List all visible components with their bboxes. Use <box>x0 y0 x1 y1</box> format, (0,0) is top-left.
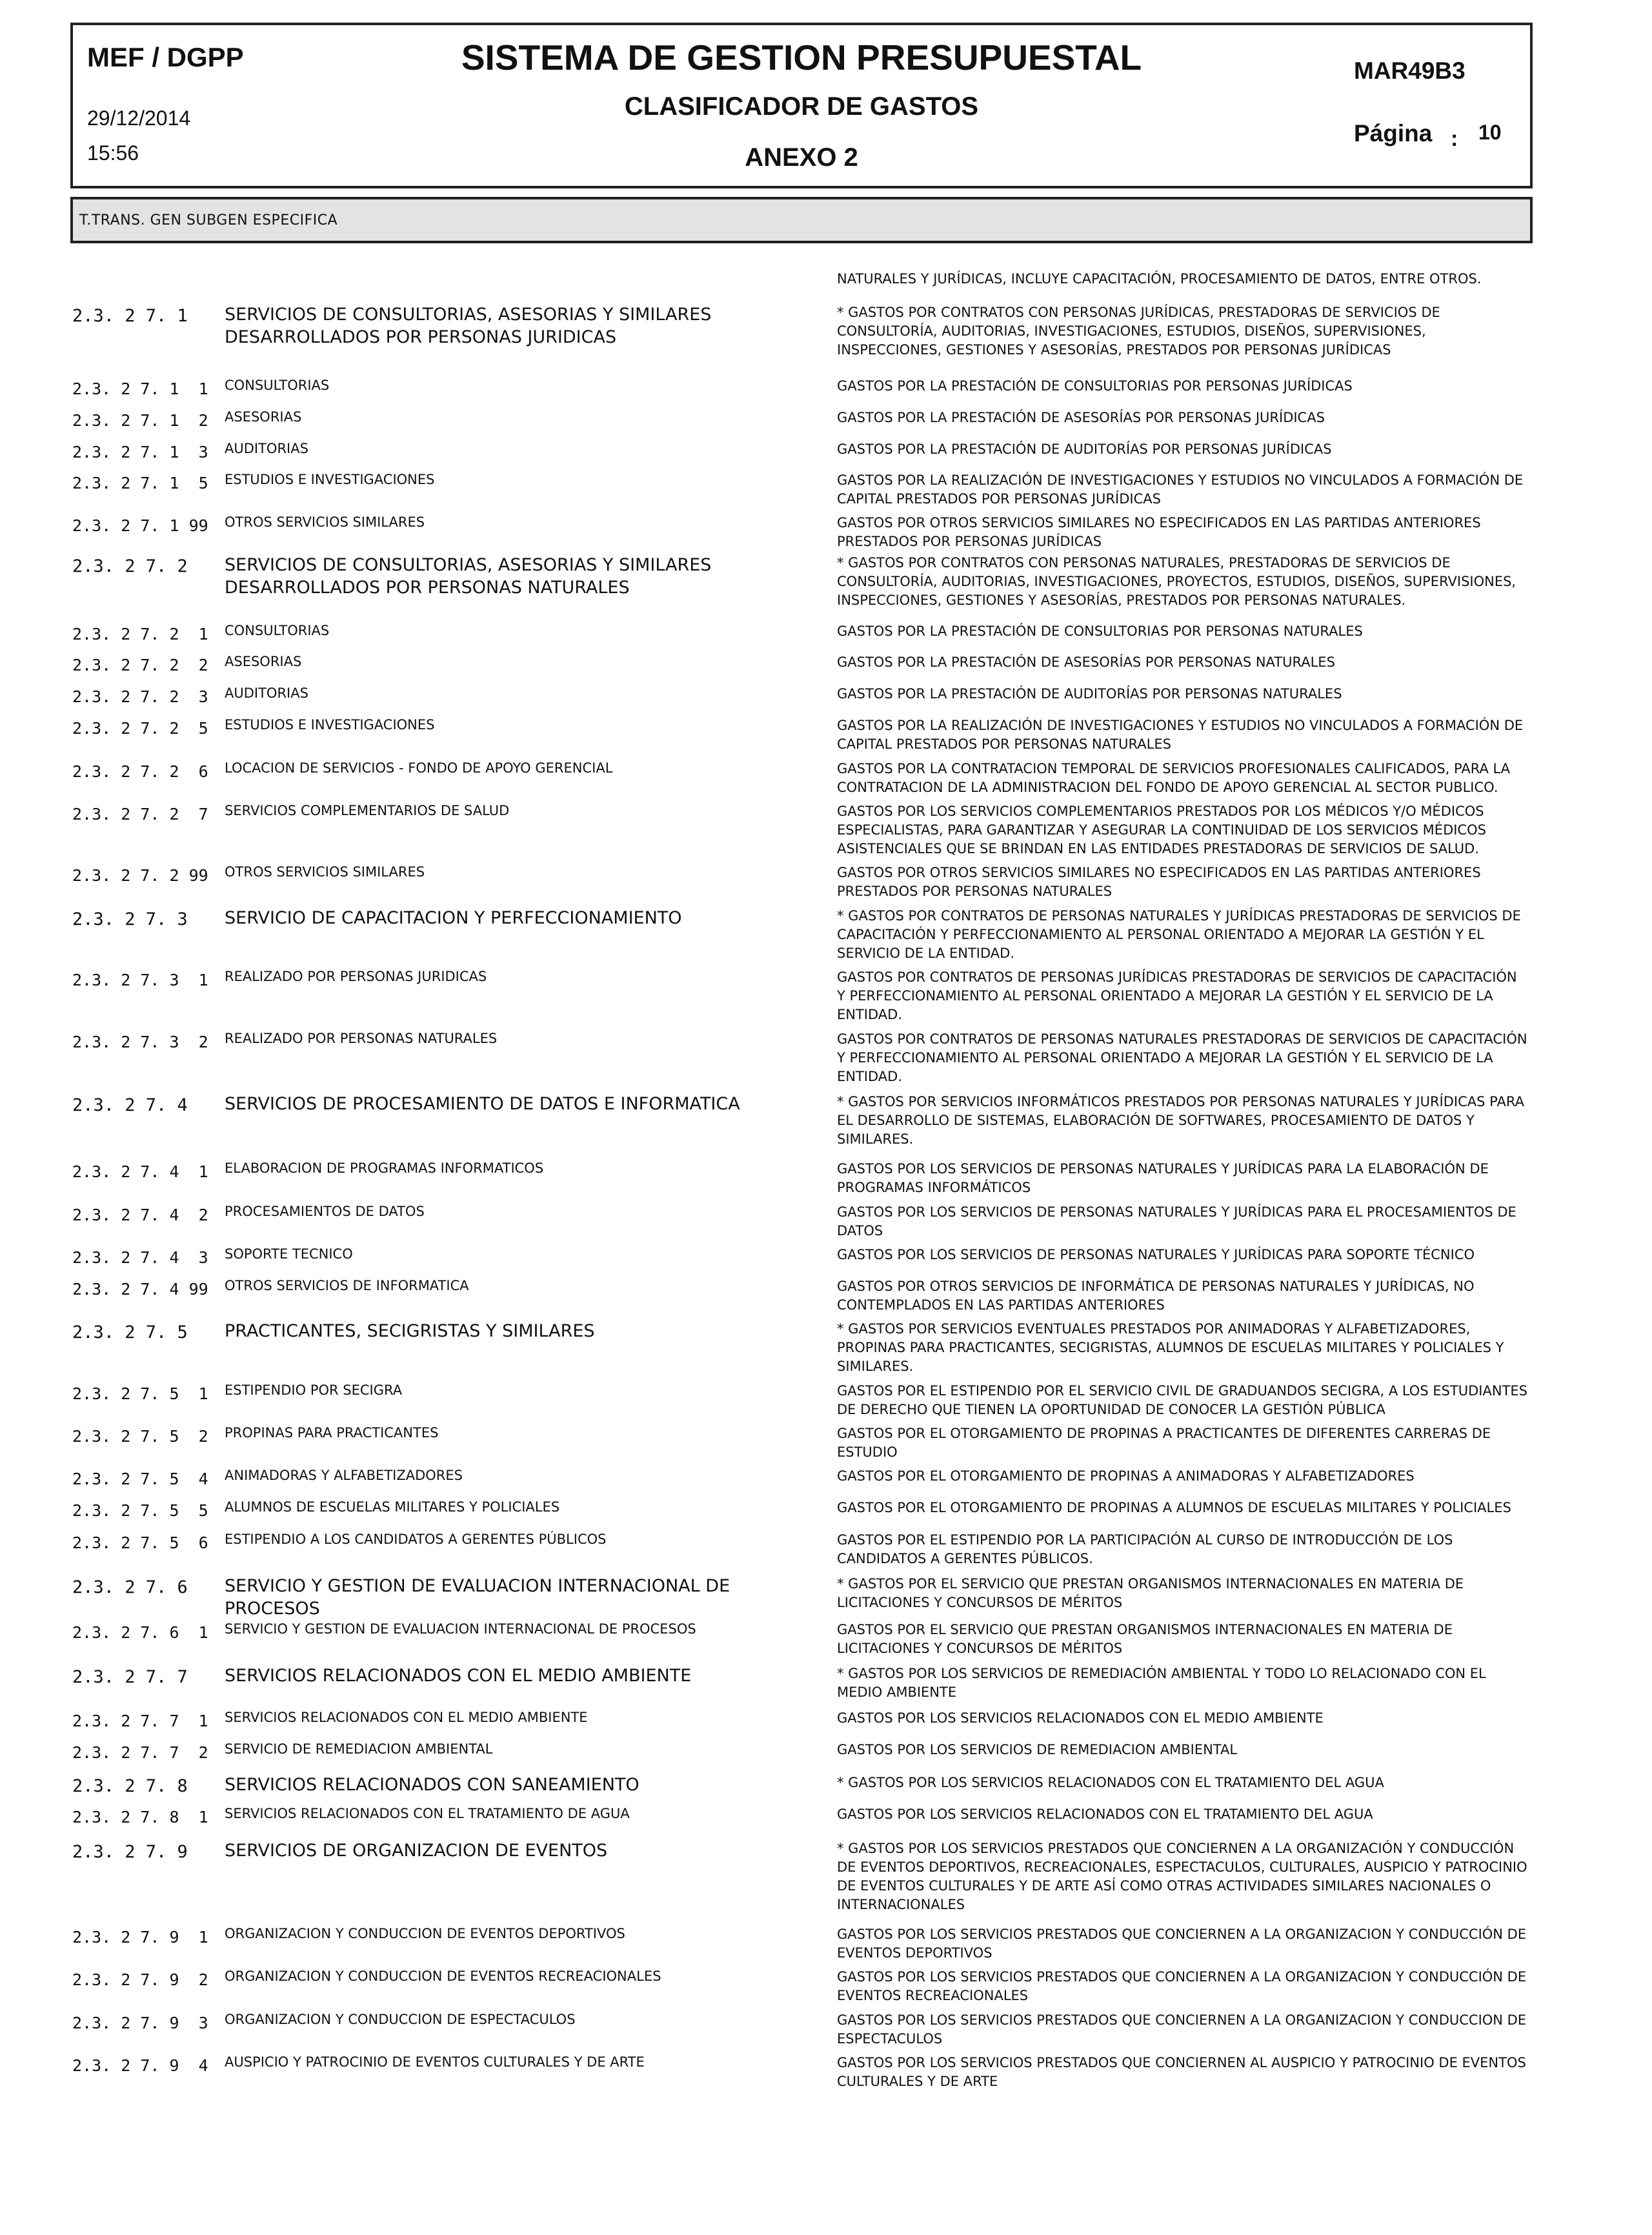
row-code: 2.3. 2 7. 7 2 <box>72 1743 208 1762</box>
row-code: 2.3. 2 7. 5 2 <box>72 1427 208 1446</box>
row-name: PROCESAMIENTOS DE DATOS <box>225 1204 425 1219</box>
row-name: ESTUDIOS E INVESTIGACIONES <box>225 717 435 733</box>
row-description: GASTOS POR EL OTORGAMIENTO DE PROPINAS A PRACTICANTES DE DIFERENTES CARRERAS DE ESTUDIO <box>837 1426 1491 1460</box>
row-description: GASTOS POR LA PRESTACIÓN DE AUDITORÍAS POR PERSONAS NATURALES <box>837 686 1342 702</box>
row-name: AUSPICIO Y PATROCINIO DE EVENTOS CULTURALES Y DE ARTE <box>225 2054 645 2070</box>
row-name: AUDITORIAS <box>225 441 308 456</box>
row-name: OTROS SERVICIOS SIMILARES <box>225 864 425 880</box>
row-name: SERVICIO DE CAPACITACION Y PERFECCIONAMIENTO <box>225 908 682 928</box>
row-name: ORGANIZACION Y CONDUCCION DE ESPECTACULOS <box>225 2012 576 2027</box>
report-code: MAR49B3 <box>1354 57 1466 84</box>
row-code: 2.3. 2 7. 2 99 <box>72 866 208 885</box>
row-code: 2.3. 2 7. 1 5 <box>72 474 208 492</box>
row-name: REALIZADO POR PERSONAS JURIDICAS <box>225 969 487 984</box>
row-name: PROPINAS PARA PRACTICANTES <box>225 1425 439 1441</box>
row-code: 2.3. 2 7. 5 4 <box>72 1470 208 1488</box>
row-name: OTROS SERVICIOS DE INFORMATICA <box>225 1278 469 1293</box>
row-name: SERVICIOS DE CONSULTORIAS, ASESORIAS Y SIMILARES DESARROLLADOS POR PERSONAS JURIDICAS <box>225 305 712 347</box>
row-description: GASTOS POR LA PRESTACIÓN DE ASESORÍAS POR PERSONAS JURÍDICAS <box>837 410 1325 425</box>
column-header-labels: T.TRANS. GEN SUBGEN ESPECIFICA <box>79 212 338 228</box>
row-description: GASTOS POR CONTRATOS DE PERSONAS NATURALES PRESTADORAS DE SERVICIOS DE CAPACITACIÓN Y PERFECCIONAMIENTO AL PERSONAL ORIENTADO A MEJORAR LA GESTIÓN Y EL SERVICIO DE LA ENTIDAD. <box>837 1031 1527 1084</box>
row-name: ORGANIZACION Y CONDUCCION DE EVENTOS DEPORTIVOS <box>225 1926 625 1941</box>
row-name: ESTUDIOS E INVESTIGACIONES <box>225 472 435 487</box>
row-code: 2.3. 2 7. 5 1 <box>72 1384 208 1403</box>
row-description: GASTOS POR EL ESTIPENDIO POR EL SERVICIO CIVIL DE GRADUANDOS SECIGRA, A LOS ESTUDIANTES DE DERECHO QUE TIENEN LA OPORTUNIDAD DE CONOCER LA GESTIÓN PÚBLICA <box>837 1383 1528 1417</box>
row-name: SERVICIO Y GESTION DE EVALUACION INTERNACIONAL DE PROCESOS <box>225 1621 696 1637</box>
row-name: REALIZADO POR PERSONAS NATURALES <box>225 1031 498 1046</box>
annex-title: ANEXO 2 <box>745 143 858 172</box>
row-description: GASTOS POR EL SERVICIO QUE PRESTAN ORGANISMOS INTERNACIONALES EN MATERIA DE LICITACIONES Y CONCURSOS DE MÉRITOS <box>837 1622 1453 1656</box>
row-description: GASTOS POR LA REALIZACIÓN DE INVESTIGACIONES Y ESTUDIOS NO VINCULADOS A FORMACIÓN DE CAPITAL PRESTADOS POR PERSONAS JURÍDICAS <box>837 472 1524 507</box>
row-code: 2.3. 2 7. 7 <box>72 1667 188 1687</box>
row-name: SERVICIOS COMPLEMENTARIOS DE SALUD <box>225 803 510 818</box>
row-code: 2.3. 2 7. 9 <box>72 1842 188 1862</box>
row-code: 2.3. 2 7. 2 5 <box>72 719 208 738</box>
row-name: PRACTICANTES, SECIGRISTAS Y SIMILARES <box>225 1321 595 1341</box>
row-description: GASTOS POR OTROS SERVICIOS SIMILARES NO ESPECIFICADOS EN LAS PARTIDAS ANTERIORES PRESTADOS POR PERSONAS JURÍDICAS <box>837 515 1481 549</box>
row-code: 2.3. 2 7. 2 <box>72 556 188 576</box>
row-name: AUDITORIAS <box>225 685 308 701</box>
row-code: 2.3. 2 7. 4 3 <box>72 1248 208 1267</box>
row-name: SERVICIOS DE ORGANIZACION DE EVENTOS <box>225 1841 608 1861</box>
row-name: SERVICIOS RELACIONADOS CON EL MEDIO AMBIENTE <box>225 1666 692 1686</box>
report-time: 15:56 <box>87 141 139 165</box>
report-subtitle: CLASIFICADOR DE GASTOS <box>624 92 979 121</box>
row-description: GASTOS POR LOS SERVICIOS PRESTADOS QUE CONCIERNEN A LA ORGANIZACION Y CONDUCCION DE ESPECTACULOS <box>837 2012 1527 2047</box>
row-code: 2.3. 2 7. 4 <box>72 1095 188 1115</box>
row-name: SERVICIO DE REMEDIACION AMBIENTAL <box>225 1741 493 1757</box>
row-name: LOCACION DE SERVICIOS - FONDO DE APOYO GERENCIAL <box>225 760 613 776</box>
row-name: ORGANIZACION Y CONDUCCION DE EVENTOS RECREACIONALES <box>225 1968 661 1984</box>
row-description: GASTOS POR CONTRATOS DE PERSONAS JURÍDICAS PRESTADORAS DE SERVICIOS DE CAPACITACIÓN Y PERFECCIONAMIENTO AL PERSONAL ORIENTADO A MEJORAR LA GESTIÓN Y EL SERVICIO DE LA ENTIDAD. <box>837 969 1517 1022</box>
row-code: 2.3. 2 7. 4 1 <box>72 1162 208 1181</box>
row-description: GASTOS POR OTROS SERVICIOS SIMILARES NO ESPECIFICADOS EN LAS PARTIDAS ANTERIORES PRESTADOS POR PERSONAS NATURALES <box>837 865 1481 899</box>
row-description: GASTOS POR LOS SERVICIOS DE PERSONAS NATURALES Y JURÍDICAS PARA EL PROCESAMIENTOS DE DATOS <box>837 1204 1516 1239</box>
page-number: 10 <box>1478 121 1502 144</box>
row-code: 2.3. 2 7. 3 2 <box>72 1033 208 1051</box>
row-code: 2.3. 2 7. 1 1 <box>72 379 208 398</box>
row-code: 2.3. 2 7. 3 <box>72 909 188 929</box>
row-code: 2.3. 2 7. 1 <box>72 306 188 326</box>
report-date: 29/12/2014 <box>87 106 191 130</box>
row-code: 2.3. 2 7. 2 1 <box>72 625 208 643</box>
row-description: * GASTOS POR LOS SERVICIOS DE REMEDIACIÓN AMBIENTAL Y TODO LO RELACIONADO CON EL MEDIO AMBIENTE <box>837 1666 1486 1700</box>
row-code: 2.3. 2 7. 9 2 <box>72 1970 208 1989</box>
row-code: 2.3. 2 7. 5 6 <box>72 1533 208 1552</box>
row-description: * GASTOS POR SERVICIOS INFORMÁTICOS PRESTADOS POR PERSONAS NATURALES Y JURÍDICAS PARA EL DESARROLLO DE SISTEMAS, ELABORACIÓN DE SOFTWARES, PROCESAMIENTO DE DATOS Y SIMILARES. <box>837 1094 1524 1147</box>
row-description: * GASTOS POR LOS SERVICIOS PRESTADOS QUE CONCIERNEN A LA ORGANIZACIÓN Y CONDUCCIÓN DE EVENTOS DEPORTIVOS, RECREACIONALES, ESPECTACULOS, CULTURALES, AUSPICIO Y PATROCINIO DE EVENTOS CULTURALES Y DE ARTE ASÍ COMO OTRAS ACTIVIDADES SIMILARES NACIONALES O INTERNACIONALES <box>837 1841 1527 1912</box>
row-description: GASTOS POR EL ESTIPENDIO POR LA PARTICIPACIÓN AL CURSO DE INTRODUCCIÓN DE LOS CANDIDATOS A GERENTES PÚBLICOS. <box>837 1532 1453 1566</box>
row-code: 2.3. 2 7. 7 1 <box>72 1712 208 1730</box>
row-code: 2.3. 2 7. 9 1 <box>72 1928 208 1947</box>
system-title: SISTEMA DE GESTION PRESUPUESTAL <box>461 37 1142 77</box>
row-name: ALUMNOS DE ESCUELAS MILITARES Y POLICIALES <box>225 1499 560 1515</box>
row-description: GASTOS POR LOS SERVICIOS PRESTADOS QUE CONCIERNEN A LA ORGANIZACION Y CONDUCCIÓN DE EVENTOS RECREACIONALES <box>837 1969 1527 2003</box>
row-description: * GASTOS POR SERVICIOS EVENTUALES PRESTADOS POR ANIMADORAS Y ALFABETIZADORES, PROPINAS PARA PRACTICANTES, SECIGRISTAS, ALUMNOS DE ESCUELAS MILITARES Y POLICIALES Y SIMILARES. <box>837 1321 1504 1374</box>
row-code: 2.3. 2 7. 1 99 <box>72 516 208 535</box>
row-name: ANIMADORAS Y ALFABETIZADORES <box>225 1468 463 1483</box>
row-description: GASTOS POR LOS SERVICIOS PRESTADOS QUE CONCIERNEN AL AUSPICIO Y PATROCINIO DE EVENTOS CULTURALES Y DE ARTE <box>837 2055 1526 2089</box>
row-code: 2.3. 2 7. 1 2 <box>72 411 208 430</box>
row-description: GASTOS POR LA PRESTACIÓN DE CONSULTORIAS POR PERSONAS JURÍDICAS <box>837 378 1353 394</box>
row-code: 2.3. 2 7. 5 <box>72 1322 188 1342</box>
row-description: GASTOS POR LA CONTRATACION TEMPORAL DE SERVICIOS PROFESIONALES CALIFICADOS, PARA LA CONTRATACION DE LA ADMINISTRACION DEL FONDO DE APOYO GERENCIAL AL SECTOR PUBLICO. <box>837 761 1511 795</box>
row-description: * GASTOS POR LOS SERVICIOS RELACIONADOS CON EL TRATAMIENTO DEL AGUA <box>837 1775 1384 1790</box>
row-description: GASTOS POR LOS SERVICIOS RELACIONADOS CON EL MEDIO AMBIENTE <box>837 1710 1324 1726</box>
row-description: * GASTOS POR CONTRATOS CON PERSONAS JURÍDICAS, PRESTADORAS DE SERVICIOS DE CONSULTORÍA, AUDITORIAS, INVESTIGACIONES, ESTUDIOS, DISEÑOS, SUPERVISIONES, INSPECCIONES, GESTIONES Y ASESORÍAS, PRESTADOS POR PERSONAS JURÍDICAS <box>837 305 1440 358</box>
row-description: GASTOS POR LOS SERVICIOS DE PERSONAS NATURALES Y JURÍDICAS PARA SOPORTE TÉCNICO <box>837 1247 1475 1262</box>
row-code: 2.3. 2 7. 8 <box>72 1776 188 1796</box>
row-description: * GASTOS POR CONTRATOS DE PERSONAS NATURALES Y JURÍDICAS PRESTADORAS DE SERVICIOS DE CAPACITACIÓN Y PERFECCIONAMIENTO AL PERSONAL ORIENTADO A MEJORAR LA GESTIÓN Y EL SERVICIO DE LA ENTIDAD. <box>837 908 1521 961</box>
row-name: SOPORTE TECNICO <box>225 1246 353 1262</box>
row-name: SERVICIO Y GESTION DE EVALUACION INTERNACIONAL DE PROCESOS <box>225 1576 730 1619</box>
row-description: * GASTOS POR CONTRATOS CON PERSONAS NATURALES, PRESTADORAS DE SERVICIOS DE CONSULTORÍA, AUDITORIAS, INVESTIGACIONES, PROYECTOS, ESTUDIOS, DISEÑOS, SUPERVISIONES, INSPECCIONES, GESTIONES Y ASESORÍAS, PRESTADOS POR PERSONAS NATURALES. <box>837 555 1516 608</box>
row-code: 2.3. 2 7. 2 7 <box>72 805 208 824</box>
row-code: 2.3. 2 7. 1 3 <box>72 443 208 461</box>
row-description: GASTOS POR LA PRESTACIÓN DE CONSULTORIAS POR PERSONAS NATURALES <box>837 623 1363 639</box>
organization-label: MEF / DGPP <box>87 42 244 72</box>
row-name: SERVICIOS DE PROCESAMIENTO DE DATOS E INFORMATICA <box>225 1094 740 1114</box>
page-label: Página <box>1354 120 1433 147</box>
row-code: 2.3. 2 7. 2 2 <box>72 656 208 674</box>
row-code: 2.3. 2 7. 4 99 <box>72 1280 208 1299</box>
row-description: GASTOS POR LOS SERVICIOS COMPLEMENTARIOS PRESTADOS POR LOS MÉDICOS Y/O MÉDICOS ESPECIALISTAS, PARA GARANTIZAR Y ASEGURAR LA CONTINUIDAD DE LOS SERVICIOS MÉDICOS ASISTENCIALES QUE SE BRINDAN EN LAS ENTIDADES PRESTADORAS DE SERVICIOS DE SALUD. <box>837 804 1486 856</box>
row-name: CONSULTORIAS <box>225 623 330 638</box>
row-name: ASESORIAS <box>225 409 302 425</box>
row-code: 2.3. 2 7. 6 1 <box>72 1623 208 1642</box>
row-code: 2.3. 2 7. 4 2 <box>72 1206 208 1224</box>
row-description: * GASTOS POR EL SERVICIO QUE PRESTAN ORGANISMOS INTERNACIONALES EN MATERIA DE LICITACIONES Y CONCURSOS DE MÉRITOS <box>837 1576 1464 1610</box>
row-description: GASTOS POR OTROS SERVICIOS DE INFORMÁTICA DE PERSONAS NATURALES Y JURÍDICAS, NO CONTEMPLADOS EN LAS PARTIDAS ANTERIORES <box>837 1279 1475 1313</box>
row-description: GASTOS POR LA PRESTACIÓN DE ASESORÍAS POR PERSONAS NATURALES <box>837 654 1335 670</box>
row-name: ESTIPENDIO A LOS CANDIDATOS A GERENTES PÚBLICOS <box>225 1532 607 1547</box>
row-description: GASTOS POR LOS SERVICIOS PRESTADOS QUE CONCIERNEN A LA ORGANIZACION Y CONDUCCIÓN DE EVENTOS DEPORTIVOS <box>837 1927 1527 1961</box>
row-description: GASTOS POR EL OTORGAMIENTO DE PROPINAS A ALUMNOS DE ESCUELAS MILITARES Y POLICIALES <box>837 1500 1511 1515</box>
row-code: 2.3. 2 7. 5 5 <box>72 1501 208 1520</box>
row-code: 2.3. 2 7. 2 3 <box>72 687 208 706</box>
row-name: SERVICIOS RELACIONADOS CON EL TRATAMIENTO DE AGUA <box>225 1806 630 1821</box>
page-colon: : <box>1451 126 1458 151</box>
row-code: 2.3. 2 7. 3 1 <box>72 971 208 989</box>
row-description: GASTOS POR LA REALIZACIÓN DE INVESTIGACIONES Y ESTUDIOS NO VINCULADOS A FORMACIÓN DE CAPITAL PRESTADOS POR PERSONAS NATURALES <box>837 718 1524 752</box>
row-description: GASTOS POR EL OTORGAMIENTO DE PROPINAS A ANIMADORAS Y ALFABETIZADORES <box>837 1468 1415 1484</box>
row-description: GASTOS POR LOS SERVICIOS DE PERSONAS NATURALES Y JURÍDICAS PARA LA ELABORACIÓN DE PROGRAMAS INFORMÁTICOS <box>837 1161 1489 1195</box>
row-name: ASESORIAS <box>225 654 302 669</box>
row-code: 2.3. 2 7. 8 1 <box>72 1808 208 1826</box>
row-code: 2.3. 2 7. 6 <box>72 1577 188 1597</box>
continued-description: NATURALES Y JURÍDICAS, INCLUYE CAPACITACIÓN, PROCESAMIENTO DE DATOS, ENTRE OTROS. <box>837 271 1482 287</box>
row-description: GASTOS POR LOS SERVICIOS DE REMEDIACION AMBIENTAL <box>837 1742 1238 1757</box>
row-name: SERVICIOS RELACIONADOS CON EL MEDIO AMBIENTE <box>225 1710 588 1725</box>
row-name: ELABORACION DE PROGRAMAS INFORMATICOS <box>225 1160 544 1176</box>
row-name: CONSULTORIAS <box>225 378 330 393</box>
row-name: SERVICIOS DE CONSULTORIAS, ASESORIAS Y SIMILARES DESARROLLADOS POR PERSONAS NATURALES <box>225 555 712 598</box>
row-name: SERVICIOS RELACIONADOS CON SANEAMIENTO <box>225 1775 640 1795</box>
row-description: GASTOS POR LA PRESTACIÓN DE AUDITORÍAS POR PERSONAS JURÍDICAS <box>837 441 1332 457</box>
row-code: 2.3. 2 7. 2 6 <box>72 762 208 781</box>
row-name: ESTIPENDIO POR SECIGRA <box>225 1382 403 1398</box>
row-code: 2.3. 2 7. 9 4 <box>72 2056 208 2075</box>
row-description: GASTOS POR LOS SERVICIOS RELACIONADOS CON EL TRATAMIENTO DEL AGUA <box>837 1806 1373 1822</box>
row-code: 2.3. 2 7. 9 3 <box>72 2014 208 2032</box>
row-name: OTROS SERVICIOS SIMILARES <box>225 514 425 530</box>
